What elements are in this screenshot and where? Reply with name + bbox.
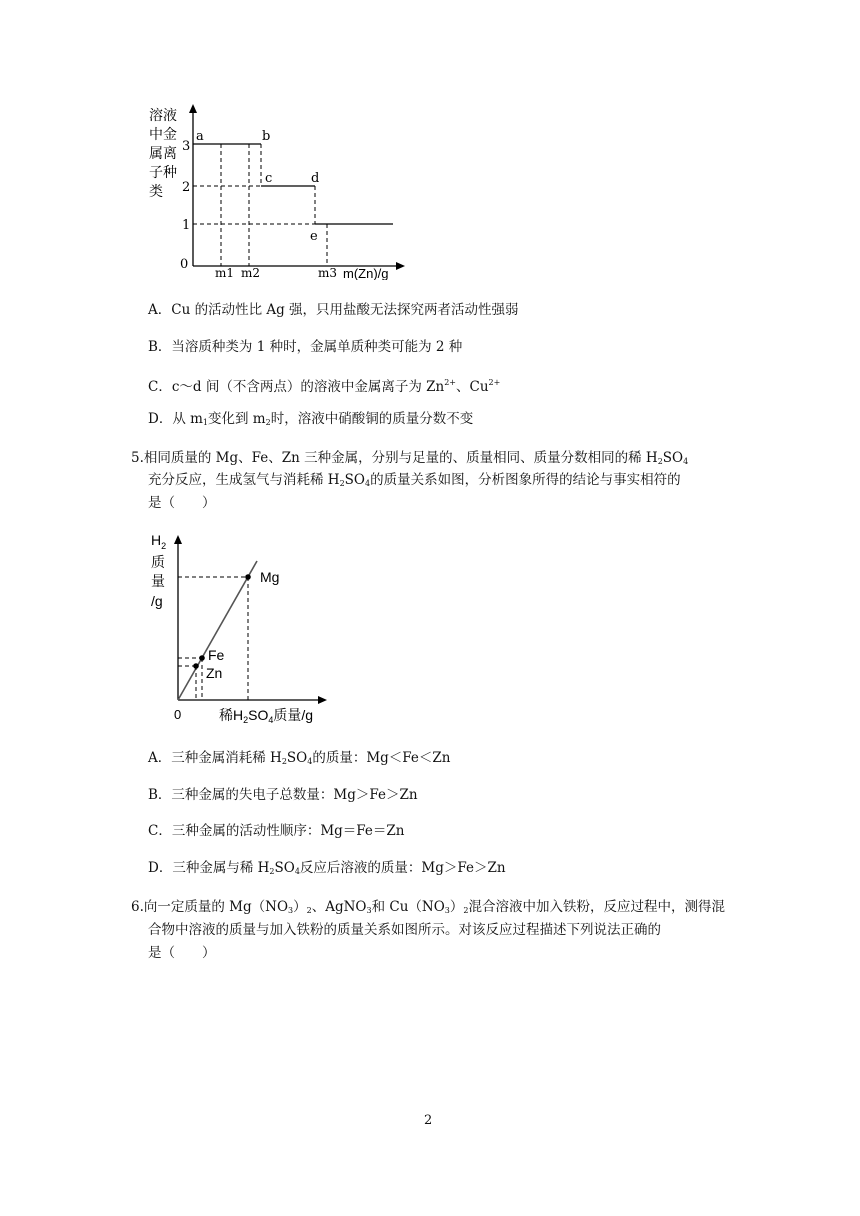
q4-y-label-1: 溶液: [149, 108, 177, 124]
q6-stem-l1-s5: 2: [463, 906, 469, 915]
q6-stem-l1-s3: 3: [366, 906, 372, 915]
q6-stem-l1-a: 6.向一定质量的 Mg（NO: [131, 899, 289, 915]
q4-option-b-text: B．当溶质种类为 1 种时，金属单质种类可能为 2 种: [148, 339, 463, 355]
q5-option-c: [148, 822, 405, 840]
q5-y-label-h2: $H_2$: [151, 532, 167, 551]
q6-stem-l1-f: 混合溶液中加入铁粉，反应过程中，测得混: [468, 899, 725, 915]
q4-point-b: b: [262, 129, 271, 144]
q5-stem-l2-post: 的质量关系如图，分析图象所得的结论与事实相符的: [370, 472, 681, 488]
q5-label-zn: Zn: [206, 665, 223, 681]
q4-option-c-mid: 、Cu: [456, 379, 489, 395]
q5-origin: 0: [174, 707, 182, 722]
q4-point-e: e: [310, 229, 318, 244]
q4-y-label-3: 属离: [149, 146, 177, 162]
q5-option-d-sub2: 4: [294, 867, 300, 876]
q5-label-fe: Fe: [208, 647, 225, 663]
q4-option-d-sub1: 1: [202, 418, 209, 427]
q4-option-c: [148, 374, 500, 396]
q5-stem-l2-mid: SO: [344, 472, 365, 488]
q5-option-b: [148, 786, 418, 804]
q5-option-d-post: 反应后溶液的质量：Mg＞Fe＞Zn: [299, 860, 506, 876]
q5-stem-l1-text: 5.相同质量的 Mg、Fe、Zn 三种金属，分别与足量的、质量相同、质量分数相同的稀 H: [131, 450, 658, 466]
q4-y-arrow: [189, 104, 197, 113]
q6-stem-l1-d: 和 Cu（NO: [371, 899, 445, 915]
q5-option-d-sub1: 2: [269, 867, 275, 876]
q6-stem-line-2: [148, 921, 661, 939]
q5-stem-l3-text: 是（ ）: [148, 495, 216, 511]
q4-option-c-sup1: 2+: [444, 378, 456, 387]
q6-stem-l2-text: 合物中溶液的质量与加入铁粉的质量关系如图所示。对该反应过程描述下列说法正确的: [148, 922, 661, 938]
q4-y-tick-2: 2: [182, 180, 191, 195]
q4-x-axis-label: m(Zn)/g: [343, 266, 389, 280]
q4-option-a: [148, 301, 519, 319]
q4-y-label-5: 类: [149, 184, 163, 200]
q4-x-tick-m3: m3: [318, 266, 338, 280]
q5-option-d-text: D．三种金属与稀 H: [148, 860, 270, 876]
q5-stem-l1-sub1: 2: [657, 457, 663, 466]
q5-option-a-post: 的质量：Mg＜Fe＜Zn: [312, 750, 451, 766]
q4-option-a-text: A．Cu 的活动性比 Ag 强，只用盐酸无法探究两者活动性强弱: [148, 302, 519, 318]
q5-stem-l2-text: 充分反应，生成氢气与消耗稀 H: [148, 472, 340, 488]
q5-y-arrow: [174, 535, 182, 544]
q4-option-b: [148, 338, 462, 356]
q5-stem-l1-sub2: 4: [683, 457, 689, 466]
q4-x-arrow: [396, 262, 405, 270]
q6-stem-l1-s2: 2: [306, 906, 312, 915]
q5-option-a-mid: SO: [286, 750, 308, 766]
q4-y-label-2: 中金: [149, 127, 177, 143]
q6-stem-line-3: [148, 944, 216, 962]
q4-option-d-mid: 变化到 m: [208, 411, 266, 427]
q5-y-label-2: 质: [151, 555, 165, 571]
q5-stem-line-2: [148, 471, 681, 493]
q6-stem-l1-s4: 3: [444, 906, 450, 915]
q5-label-mg: Mg: [260, 569, 280, 585]
q4-option-c-text: C．c～d 间（不含两点）的溶液中金属离子为 Zn: [148, 379, 445, 395]
q6-stem-l1-e: ）: [449, 899, 464, 915]
q4-y-tick-0: 0: [180, 257, 189, 272]
q4-x-tick-m1: m1: [215, 266, 235, 280]
q6-stem-l3-text: 是（ ）: [148, 945, 216, 961]
q4-y-tick-3: 3: [182, 139, 191, 154]
q4-y-tick-1: 1: [182, 218, 191, 233]
q5-y-label-4: /g: [151, 593, 163, 609]
q5-option-a-sub2: 4: [307, 757, 313, 766]
q4-point-a: a: [196, 129, 204, 144]
q6-stem-l1-s1: 3: [288, 906, 294, 915]
page-number: 2: [424, 1113, 433, 1128]
q5-point-zn: [193, 663, 199, 669]
q4-y-label-4: 子种: [149, 165, 177, 181]
q4-option-d-sub2: 2: [265, 418, 271, 427]
q5-point-fe: [199, 655, 205, 661]
q4-point-c: c: [265, 171, 273, 186]
q5-option-b-text: B．三种金属的失电子总数量：Mg＞Fe＞Zn: [148, 787, 418, 803]
q5-option-c-text: C．三种金属的活动性顺序：Mg＝Fe＝Zn: [148, 823, 405, 839]
q5-option-d-mid: SO: [274, 860, 295, 876]
q6-stem-l1-b: ）: [293, 899, 307, 915]
q5-point-mg: [245, 574, 251, 580]
q5-stem-l2-sub2: 4: [365, 479, 371, 488]
q4-option-d-text: D．从 m: [148, 411, 203, 427]
q5-option-d: [148, 859, 506, 881]
q6-stem-line-1: [131, 898, 725, 920]
q4-option-d: [148, 410, 473, 432]
q4-option-c-sup2: 2+: [488, 378, 501, 387]
q4-graph: [145, 100, 405, 280]
q4-x-tick-m2: m2: [241, 266, 261, 280]
q5-stem-l1-mid: SO: [662, 450, 684, 466]
q5-stem-line-3: [148, 494, 216, 512]
q5-x-arrow: [318, 696, 327, 704]
q4-option-d-post: 时，溶液中硝酸铜的质量分数不变: [270, 411, 474, 427]
q4-point-d: d: [311, 171, 320, 186]
q5-y-label-3: 量: [151, 574, 165, 590]
q5-option-a: [148, 749, 451, 771]
q5-option-a-sub1: 2: [281, 757, 287, 766]
q5-stem-line-1: [131, 449, 688, 471]
q5-option-a-text: A．三种金属消耗稀 H: [148, 750, 282, 766]
q5-graph: [143, 530, 343, 726]
q6-stem-l1-c: 、AgNO: [311, 899, 367, 915]
q5-stem-l2-sub1: 2: [339, 479, 345, 488]
q5-x-axis-label: 稀$H_2SO_4$质量/g: [219, 707, 314, 725]
